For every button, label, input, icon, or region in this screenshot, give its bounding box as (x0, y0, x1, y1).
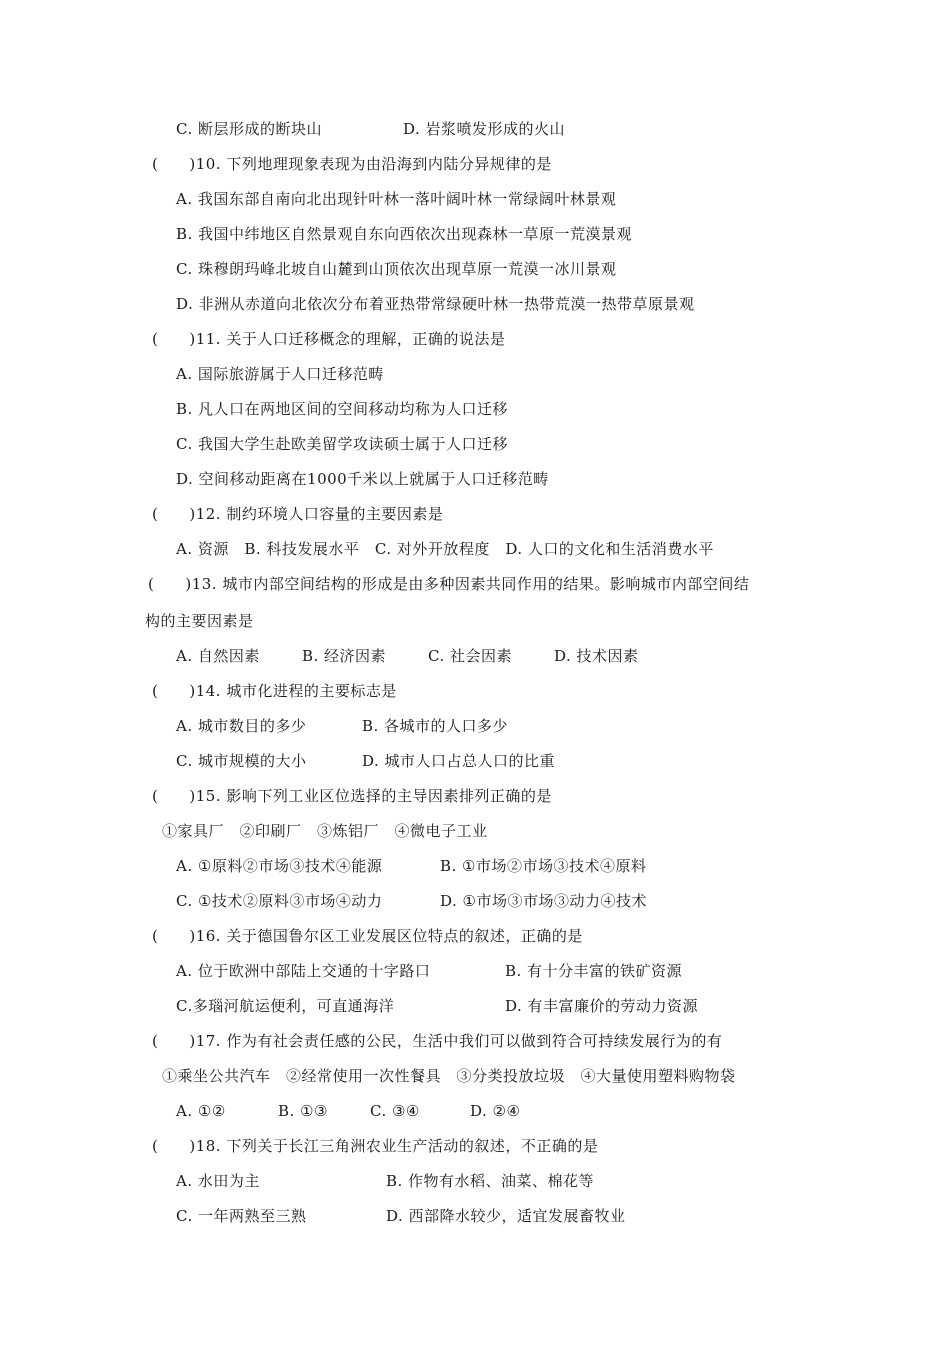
question-10-option-d: D. 非洲从赤道向北依次分布着亚热带常绿硬叶林一热带荒漠一热带草原景观 (176, 295, 695, 313)
question-17-option-b: B. ①③ (278, 1102, 328, 1120)
question-10: ( )10. 下列地理现象表现为由沿海到内陆分异规律的是 (152, 155, 552, 173)
question-11-option-c: C. 我国大学生赴欧美留学攻读硕士属于人口迁移 (176, 435, 508, 453)
question-15-option-b: B. ①市场②市场③技术④原料 (440, 857, 647, 875)
question-10-option-c: C. 珠穆朗玛峰北坡自山麓到山顶依次出现草原一荒漠一冰川景观 (176, 260, 617, 278)
question-14: ( )14. 城市化进程的主要标志是 (152, 682, 397, 700)
question-17-items: ①乘坐公共汽车 ②经常使用一次性餐具 ③分类投放垃圾 ④大量使用塑料购物袋 (162, 1067, 736, 1085)
question-13-continuation: 构的主要因素是 (145, 612, 254, 630)
question-17-option-d: D. ②④ (470, 1102, 521, 1120)
question-15-option-d: D. ①市场③市场③动力④技术 (440, 892, 647, 910)
question-13-option-b: B. 经济因素 (302, 647, 387, 665)
question-16-option-d: D. 有丰富廉价的劳动力资源 (505, 997, 699, 1015)
option-c-line: C. 断层形成的断块山 (176, 120, 322, 138)
question-14-option-d: D. 城市人口占总人口的比重 (362, 752, 556, 770)
question-18-option-a: A. 水田为主 (176, 1172, 260, 1190)
question-11-option-a: A. 国际旅游属于人口迁移范畴 (176, 365, 384, 383)
question-12: ( )12. 制约环境人口容量的主要因素是 (152, 505, 444, 523)
question-13-option-a: A. 自然因素 (176, 647, 260, 665)
question-16: ( )16. 关于德国鲁尔区工业发展区位特点的叙述，正确的是 (152, 927, 583, 945)
question-13-option-d: D. 技术因素 (554, 647, 639, 665)
question-15-items: ①家具厂 ②印刷厂 ③炼铝厂 ④微电子工业 (162, 822, 488, 840)
question-17: ( )17. 作为有社会责任感的公民，生活中我们可以做到符合可持续发展行为的有 (152, 1032, 723, 1050)
question-18-option-d: D. 西部降水较少，适宜发展畜牧业 (386, 1207, 626, 1225)
question-11: ( )11. 关于人口迁移概念的理解，正确的说法是 (152, 330, 506, 348)
question-12-options: A. 资源 B. 科技发展水平 C. 对外开放程度 D. 人口的文化和生活消费水平 (176, 540, 714, 558)
question-13-option-c: C. 社会因素 (428, 647, 512, 665)
question-17-option-a: A. ①② (176, 1102, 226, 1120)
question-10-option-a: A. 我国东部自南向北出现针叶林一落叶阔叶林一常绿阔叶林景观 (176, 190, 617, 208)
question-18-option-c: C. 一年两熟至三熟 (176, 1207, 307, 1225)
question-11-option-b: B. 凡人口在两地区间的空间移动均称为人口迁移 (176, 400, 509, 418)
question-18: ( )18. 下列关于长江三角洲农业生产活动的叙述，不正确的是 (152, 1137, 599, 1155)
question-15-option-a: A. ①原料②市场③技术④能源 (176, 857, 383, 875)
question-13: ( )13. 城市内部空间结构的形成是由多种因素共同作用的结果。影响城市内部空间结 (148, 575, 750, 593)
question-17-option-c: C. ③④ (370, 1102, 420, 1120)
question-14-option-b: B. 各城市的人口多少 (362, 717, 509, 735)
question-18-option-b: B. 作物有水稻、油菜、棉花等 (386, 1172, 595, 1190)
question-16-option-b: B. 有十分丰富的铁矿资源 (505, 962, 683, 980)
question-16-option-c: C.多瑙河航运便利，可直通海洋 (176, 997, 395, 1015)
question-16-option-a: A. 位于欧洲中部陆上交通的十字路口 (176, 962, 431, 980)
question-10-option-b: B. 我国中纬地区自然景观自东向西依次出现森林一草原一荒漠景观 (176, 225, 633, 243)
option-d-line: D. 岩浆喷发形成的火山 (403, 120, 566, 138)
question-15-option-c: C. ①技术②原料③市场④动力 (176, 892, 383, 910)
question-14-option-a: A. 城市数目的多少 (176, 717, 307, 735)
question-11-option-d: D. 空间移动距离在1000千米以上就属于人口迁移范畴 (176, 470, 549, 488)
question-14-option-c: C. 城市规模的大小 (176, 752, 307, 770)
question-15: ( )15. 影响下列工业区位选择的主导因素排列正确的是 (152, 787, 552, 805)
